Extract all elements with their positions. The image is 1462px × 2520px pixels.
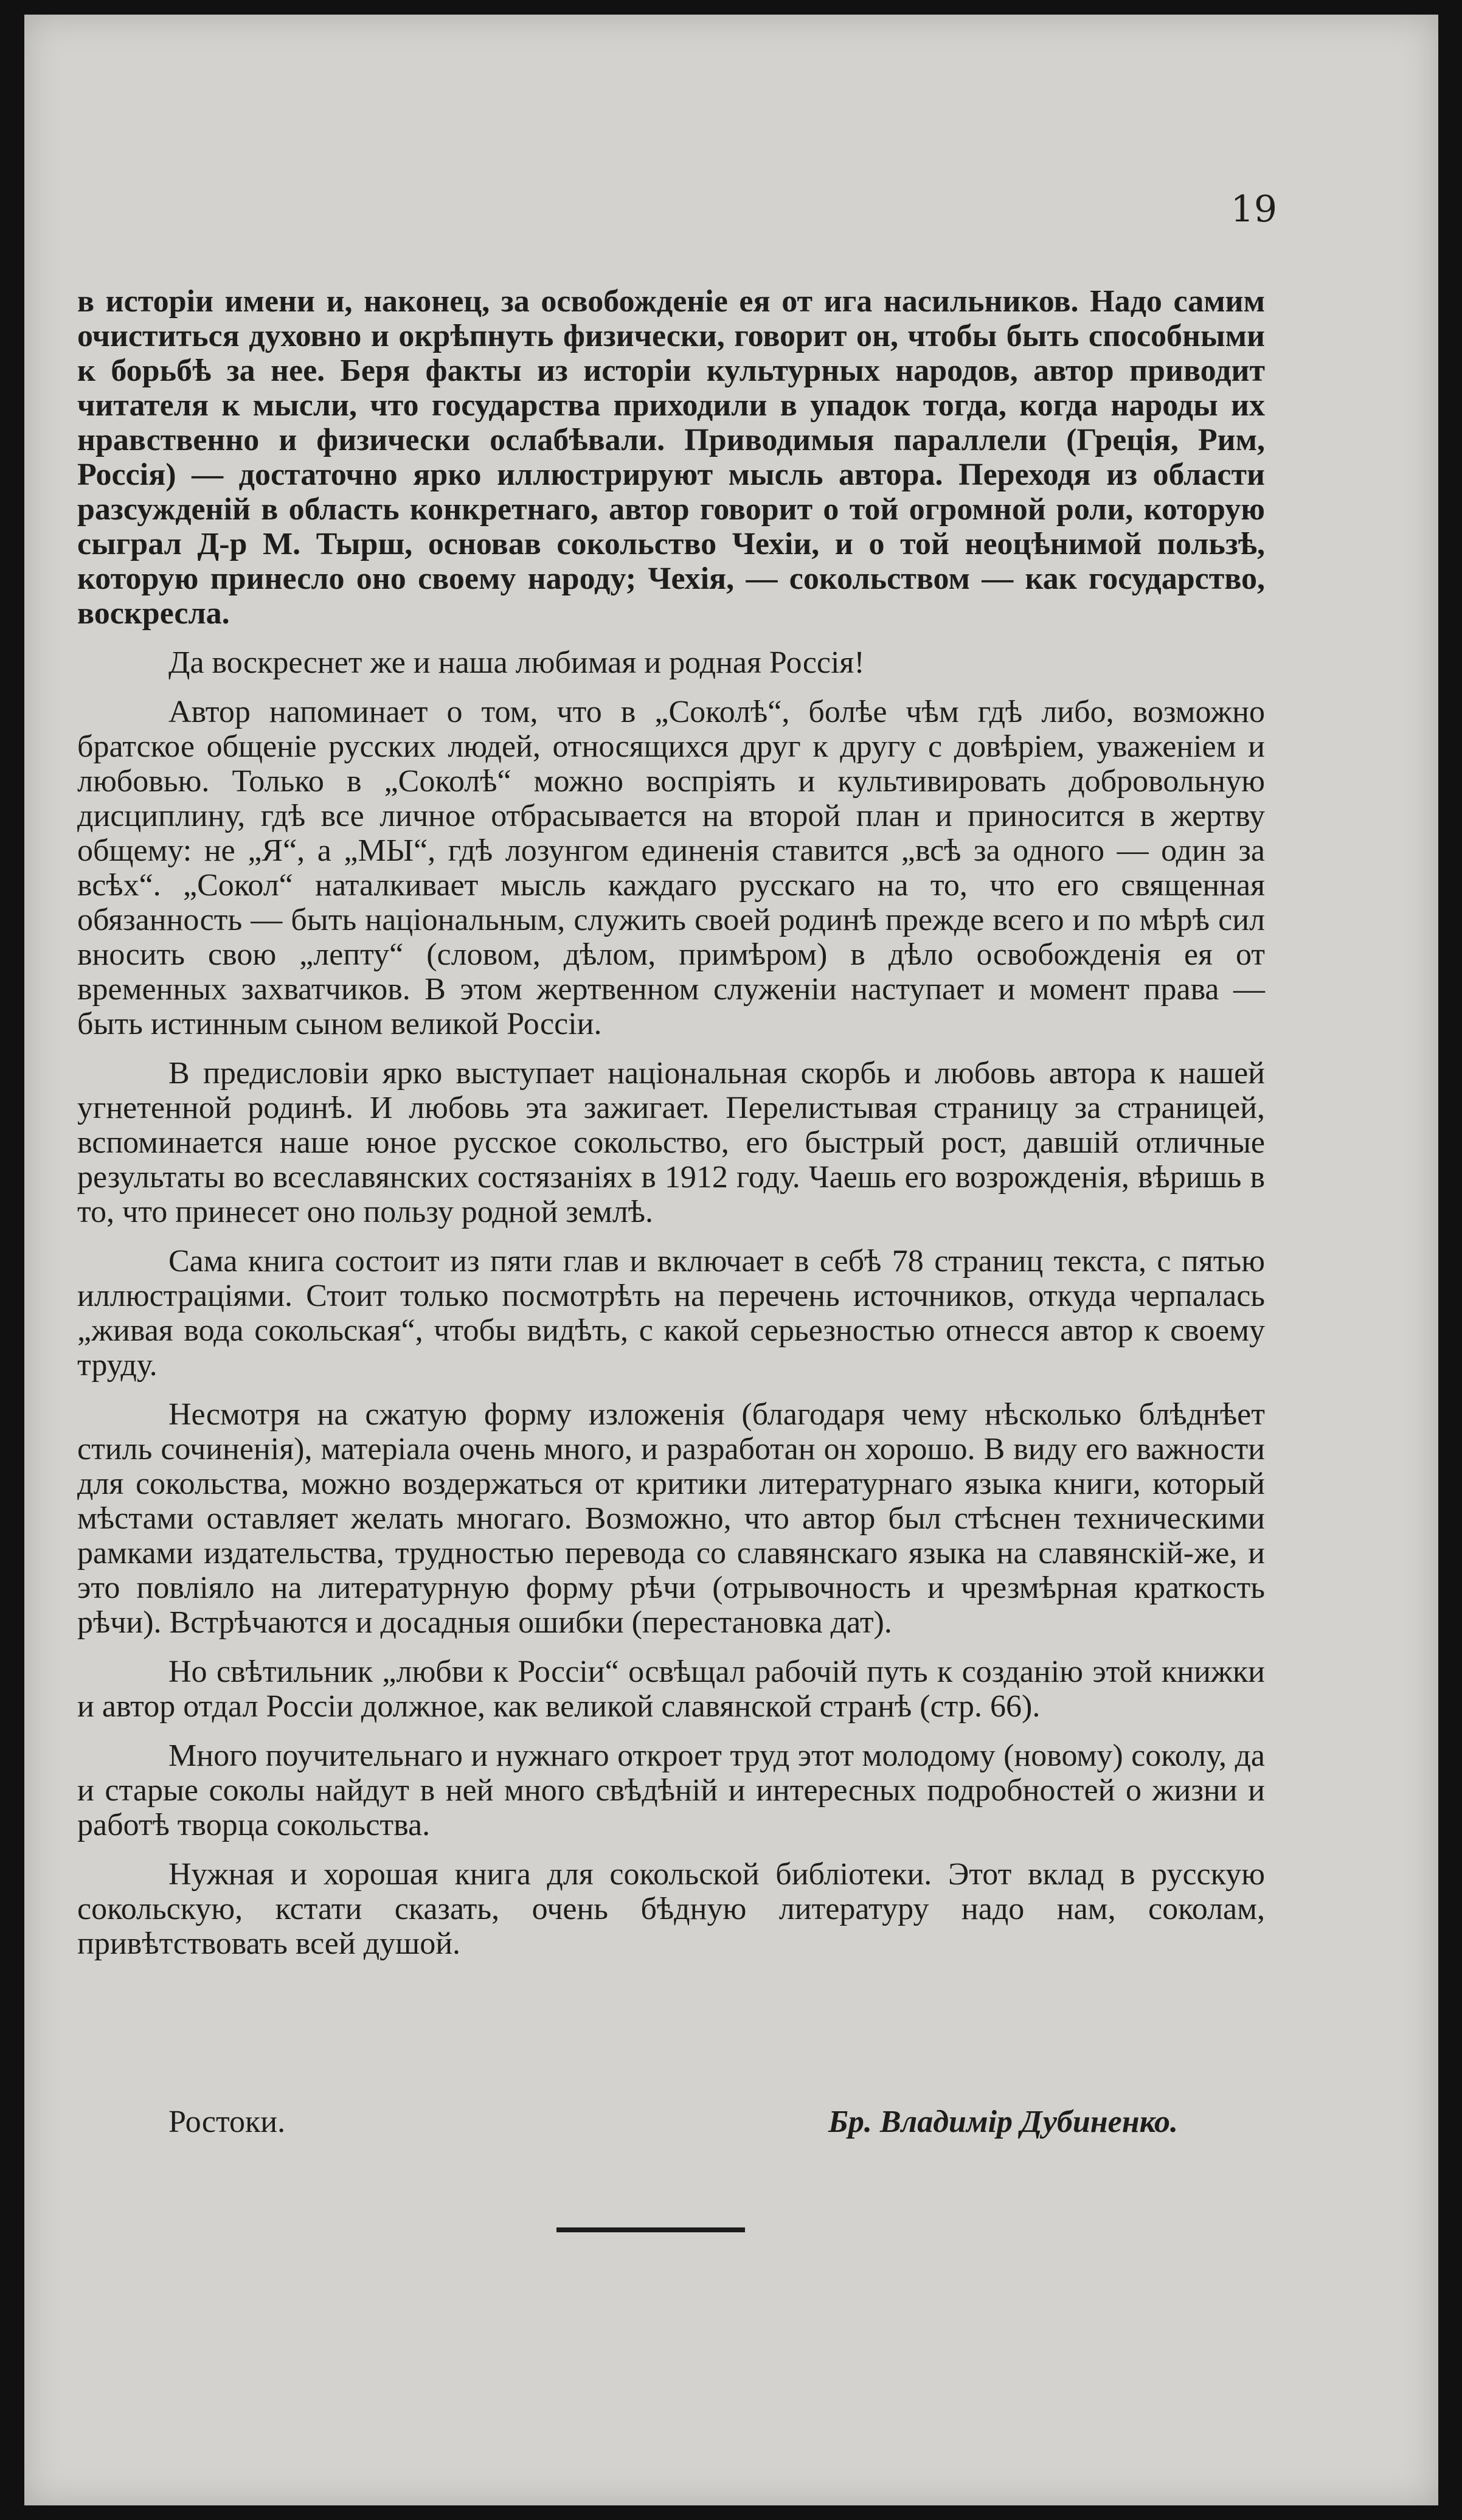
paragraph-8: Много поучительнаго и нужнаго откроет труд этот молодому (новому) соколу, да и старые соколы найдут в ней много свѣдѣній и интересных подробностей о жизни и работѣ творца сокольства.	[77, 1738, 1265, 1842]
paragraph-5: Сама книга состоит из пяти глав и включает в себѣ 78 страниц текста, с пятью иллюстраціями. Стоит только посмотрѣть на перечень источников, откуда черпалась „живая вода сокольская“, чтобы видѣть, с какой серьезностью отнесся автор к своему труду.	[77, 1244, 1265, 1383]
paragraph-1: в исторіи имени и, наконец, за освобожденіе ея от ига насильников. Надо самим очиститься духовно и окрѣпнуть физически, говорит он, чтобы быть способными к борьбѣ за нее. Беря факты из исторіи культурных народов, автор приводит читателя к мысли, что государства приходили в упадок тогда, когда народы их нравственно и физически ослабѣвали. Приводимыя параллели (Греція, Рим, Россія) — достаточно ярко иллюстрируют мысль автора. Переходя из области разсужденій в область конкретнаго, автор говорит о той огромной роли, которую сыграл Д-р М. Тырш, основав сокольство Чехіи, и о той неоцѣнимой пользѣ, которую принесло оно своему народу; Чехія, — сокольством — как государство, воскресла.	[77, 284, 1265, 631]
paragraph-9: Нужная и хорошая книга для сокольской библіотеки. Этот вклад в русскую сокольскую, кстати сказать, очень бѣдную литературу надо нам, соколам, привѣтствовать всей душой.	[77, 1857, 1265, 1961]
book-page	[24, 15, 1438, 2505]
page-number: 19	[1230, 188, 1277, 231]
signature-line	[168, 2104, 1178, 2147]
article-body	[77, 284, 1265, 1961]
paragraph-2: Да воскреснет же и наша любимая и родная Россія!	[168, 645, 865, 680]
paragraph-4: В предисловіи ярко выступает національная скорбь и любовь автора к нашей угнетенной родинѣ. И любовь эта зажигает. Перелистывая страницу за страницей, вспоминается наше юное русское сокольство, его быстрый рост, давшій отличные результаты во всеславянских состязаніях в 1912 году. Чаешь его возрожденія, вѣришь в то, что принесет оно пользу родной землѣ.	[77, 1056, 1265, 1229]
paragraph-6: Несмотря на сжатую форму изложенія (благодаря чему нѣсколько блѣднѣет стиль сочиненія), матеріала очень много, и разработан он хорошо. В виду его важности для сокольства, можно воздержаться от критики литературнаго языка книги, который мѣстами оставляет желать многаго. Возможно, что автор был стѣснен техническими рамками издательства, трудностью перевода со славянскаго языка на славянскій-же, и это повліяло на литературную форму рѣчи (отрывочность и чрезмѣрная краткость рѣчи). Встрѣчаются и досадныя ошибки (перестановка дат).	[77, 1397, 1265, 1640]
paragraph-3: Автор напоминает о том, что в „Соколѣ“, болѣе чѣм гдѣ либо, возможно братское общеніе русских людей, относящихся друг к другу с довѣріем, уваженіем и любовью. Только в „Соколѣ“ можно воспріять и культивировать добровольную дисциплину, гдѣ все личное отбрасывается на второй план и приносится в жертву общему: не „Я“, а „МЫ“, гдѣ лозунгом единенія ставится „всѣ за одного — один за всѣх“. „Сокол“ наталкивает мысль каждаго русскаго на то, что его священная обязанность — быть національным, служить своей родинѣ прежде всего и по мѣрѣ сил вносить свою „лепту“ (словом, дѣлом, примѣром) в дѣло освобожденія ея от временных захватчиков. В этом жертвенном служеніи наступает и момент права — быть истинным сыном великой Россіи.	[77, 695, 1265, 1041]
end-divider	[556, 2227, 745, 2232]
signature-place: Ростоки.	[168, 2105, 286, 2139]
paragraph-7: Но свѣтильник „любви к Россіи“ освѣщал рабочій путь к созданію этой книжки и автор отдал Россіи должное, как великой славянской странѣ (стр. 66).	[77, 1654, 1265, 1724]
signature-author: Бр. Владимір Дубиненко.	[828, 2105, 1178, 2139]
